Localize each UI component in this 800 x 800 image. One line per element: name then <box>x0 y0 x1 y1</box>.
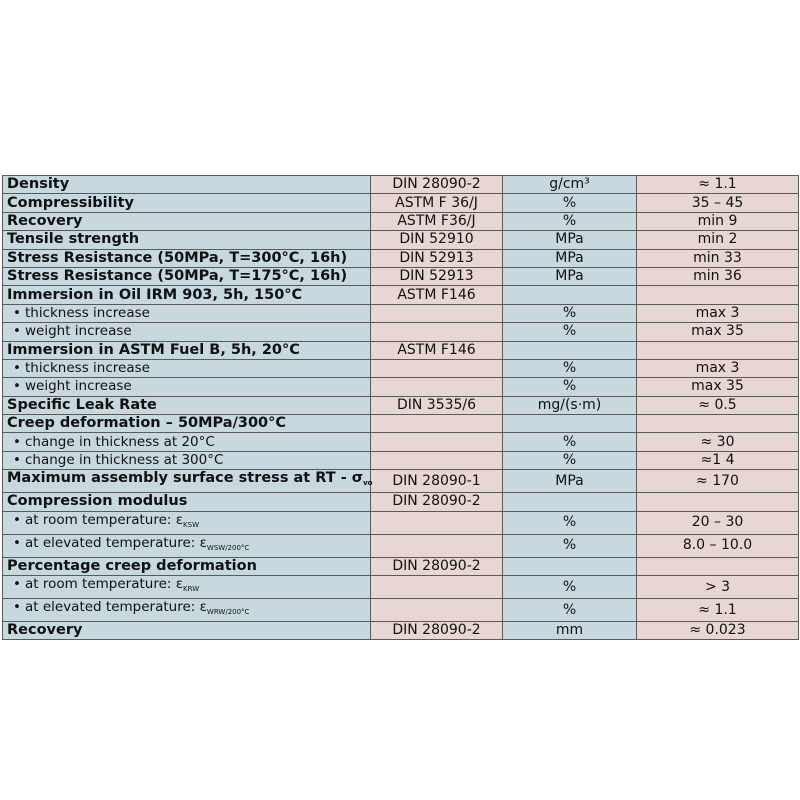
table-row <box>3 359 799 377</box>
table-row <box>3 176 799 194</box>
value-cell: ≈ 170 <box>637 470 799 493</box>
unit-cell: g/cm³ <box>503 176 637 194</box>
unit-cell: MPa <box>503 231 637 249</box>
unit-cell <box>503 415 637 433</box>
property-label: Tensile strength <box>7 231 140 248</box>
sub-property-cell <box>3 599 371 622</box>
value-cell: 20 – 30 <box>637 511 799 534</box>
standard-cell: DIN 52913 <box>371 267 503 285</box>
table-row <box>3 557 799 575</box>
table-row <box>3 341 799 359</box>
property-label: at elevated temperature: ε <box>24 534 207 551</box>
value-cell <box>637 286 799 304</box>
unit-cell: MPa <box>503 249 637 267</box>
standard-cell <box>371 378 503 396</box>
table-row <box>3 599 799 622</box>
value-cell: ≈ 0.023 <box>637 622 799 640</box>
unit-cell <box>503 286 637 304</box>
property-label: weight increase <box>24 378 132 395</box>
value-cell: min 2 <box>637 231 799 249</box>
standard-cell <box>371 576 503 599</box>
table-row <box>3 396 799 414</box>
property-cell <box>3 415 371 433</box>
properties-table <box>2 175 799 640</box>
property-label: Recovery <box>7 622 83 639</box>
unit-cell: % <box>503 451 637 469</box>
property-cell <box>3 194 371 212</box>
sub-property-cell <box>3 304 371 322</box>
property-label: Compression modulus <box>7 493 188 510</box>
property-subscript: KSW <box>183 520 200 529</box>
unit-cell: MPa <box>503 470 637 493</box>
standard-cell: ASTM F 36/J <box>371 194 503 212</box>
standard-cell: DIN 28090-2 <box>371 622 503 640</box>
standard-cell <box>371 511 503 534</box>
standard-cell: ASTM F36/J <box>371 212 503 230</box>
table-row <box>3 493 799 511</box>
standard-cell <box>371 415 503 433</box>
unit-cell: % <box>503 433 637 451</box>
property-cell <box>3 286 371 304</box>
property-label: Percentage creep deformation <box>7 557 257 574</box>
unit-cell: mm <box>503 622 637 640</box>
property-cell <box>3 176 371 194</box>
property-label: Compressibility <box>7 194 134 211</box>
value-cell: > 3 <box>637 576 799 599</box>
table-row <box>3 212 799 230</box>
property-label: Maximum assembly surface stress at RT - σ <box>7 470 364 487</box>
unit-cell <box>503 493 637 511</box>
property-cell <box>3 249 371 267</box>
sub-property-cell <box>3 511 371 534</box>
table-row <box>3 511 799 534</box>
standard-cell <box>371 304 503 322</box>
table-row <box>3 231 799 249</box>
property-label: change in thickness at 300°C <box>24 452 224 469</box>
value-cell: ≈ 0.5 <box>637 396 799 414</box>
table-row <box>3 378 799 396</box>
bullet-icon: • <box>13 576 21 593</box>
table-row <box>3 576 799 599</box>
property-label: Immersion in ASTM Fuel B, 5h, 20°C <box>7 341 300 358</box>
value-cell: max 35 <box>637 323 799 341</box>
bullet-icon: • <box>13 534 21 551</box>
standard-cell <box>371 359 503 377</box>
standard-cell: DIN 52913 <box>371 249 503 267</box>
unit-cell: % <box>503 534 637 557</box>
value-cell: min 36 <box>637 267 799 285</box>
property-label: at elevated temperature: ε <box>24 599 207 616</box>
unit-cell: % <box>503 304 637 322</box>
value-cell <box>637 415 799 433</box>
bullet-icon: • <box>13 599 21 616</box>
table-row <box>3 323 799 341</box>
sub-property-cell <box>3 323 371 341</box>
property-label: Specific Leak Rate <box>7 396 157 413</box>
property-label: Stress Resistance (50MPa, T=175°C, 16h) <box>7 268 348 285</box>
value-cell: 35 – 45 <box>637 194 799 212</box>
standard-cell <box>371 323 503 341</box>
standard-cell <box>371 451 503 469</box>
sub-property-cell <box>3 576 371 599</box>
value-cell <box>637 557 799 575</box>
sub-property-cell <box>3 378 371 396</box>
property-cell <box>3 396 371 414</box>
property-subscript: KRW <box>183 585 200 594</box>
properties-sheet <box>2 175 798 640</box>
property-cell <box>3 622 371 640</box>
standard-cell: DIN 28090-2 <box>371 557 503 575</box>
standard-cell <box>371 534 503 557</box>
value-cell: min 9 <box>637 212 799 230</box>
bullet-icon: • <box>13 360 21 377</box>
sub-property-cell <box>3 534 371 557</box>
standard-cell: DIN 3535/6 <box>371 396 503 414</box>
value-cell: ≈1 4 <box>637 451 799 469</box>
table-row <box>3 433 799 451</box>
bullet-icon: • <box>13 433 21 450</box>
property-cell <box>3 231 371 249</box>
bullet-icon: • <box>13 378 21 395</box>
table-row <box>3 194 799 212</box>
value-cell <box>637 493 799 511</box>
table-row <box>3 451 799 469</box>
property-label: at room temperature: ε <box>24 576 184 593</box>
bullet-icon: • <box>13 323 21 340</box>
sub-property-cell <box>3 451 371 469</box>
table-row <box>3 249 799 267</box>
standard-cell: DIN 52910 <box>371 231 503 249</box>
property-label: Stress Resistance (50MPa, T=300°C, 16h) <box>7 249 348 266</box>
unit-cell: % <box>503 194 637 212</box>
property-cell <box>3 470 371 493</box>
property-label: Immersion in Oil IRM 903, 5h, 150°C <box>7 286 303 303</box>
properties-table-body <box>3 176 799 640</box>
table-row <box>3 267 799 285</box>
unit-cell: % <box>503 576 637 599</box>
table-row <box>3 286 799 304</box>
property-cell <box>3 212 371 230</box>
property-subscript: WRW/200°C <box>206 608 250 617</box>
unit-cell <box>503 341 637 359</box>
standard-cell: DIN 28090-1 <box>371 470 503 493</box>
bullet-icon: • <box>13 511 21 528</box>
property-label: change in thickness at 20°C <box>24 433 215 450</box>
property-cell <box>3 341 371 359</box>
unit-cell: % <box>503 511 637 534</box>
unit-cell: % <box>503 359 637 377</box>
property-subscript: vo <box>363 479 373 488</box>
sub-property-cell <box>3 433 371 451</box>
property-label: weight increase <box>24 323 132 340</box>
table-row <box>3 622 799 640</box>
standard-cell <box>371 433 503 451</box>
table-row <box>3 415 799 433</box>
property-label: thickness increase <box>24 304 150 321</box>
unit-cell: % <box>503 323 637 341</box>
standard-cell: ASTM F146 <box>371 341 503 359</box>
standard-cell: DIN 28090-2 <box>371 493 503 511</box>
unit-cell: % <box>503 378 637 396</box>
table-row <box>3 534 799 557</box>
bullet-icon: • <box>13 304 21 321</box>
table-row <box>3 304 799 322</box>
standard-cell: ASTM F146 <box>371 286 503 304</box>
property-label: thickness increase <box>24 360 150 377</box>
standard-cell <box>371 599 503 622</box>
bullet-icon: • <box>13 452 21 469</box>
property-label: Density <box>7 176 70 193</box>
value-cell: ≈ 1.1 <box>637 176 799 194</box>
table-row <box>3 470 799 493</box>
property-label: Recovery <box>7 212 83 229</box>
value-cell <box>637 341 799 359</box>
unit-cell: % <box>503 212 637 230</box>
property-label: at room temperature: ε <box>24 511 184 528</box>
value-cell: ≈ 1.1 <box>637 599 799 622</box>
property-cell <box>3 557 371 575</box>
unit-cell: % <box>503 599 637 622</box>
value-cell: 8.0 – 10.0 <box>637 534 799 557</box>
property-cell <box>3 267 371 285</box>
value-cell: min 33 <box>637 249 799 267</box>
property-subscript: WSW/200°C <box>206 543 250 552</box>
property-cell <box>3 493 371 511</box>
unit-cell: MPa <box>503 267 637 285</box>
value-cell: max 3 <box>637 359 799 377</box>
value-cell: ≈ 30 <box>637 433 799 451</box>
unit-cell: mg/(s·m) <box>503 396 637 414</box>
unit-cell <box>503 557 637 575</box>
sub-property-cell <box>3 359 371 377</box>
value-cell: max 35 <box>637 378 799 396</box>
property-label: Creep deformation – 50MPa/300°C <box>7 415 287 432</box>
value-cell: max 3 <box>637 304 799 322</box>
standard-cell: DIN 28090-2 <box>371 176 503 194</box>
